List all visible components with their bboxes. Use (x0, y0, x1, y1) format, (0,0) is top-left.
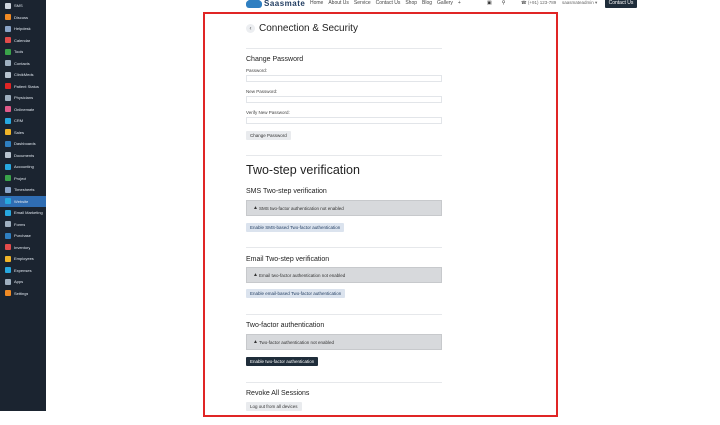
email-alert-text: Email two-factor authentication not enabled (258, 272, 346, 278)
sidebar-item-label: Apps (14, 279, 24, 285)
phone-number[interactable]: ☎ (+91) 123-789 (521, 0, 557, 5)
tfa-alert (246, 334, 442, 350)
verify-password-input[interactable] (246, 117, 442, 124)
password-label: Password: (246, 68, 268, 73)
sidebar-item-contacts[interactable] (0, 58, 46, 70)
logout-all-button[interactable]: Log out from all devices (246, 402, 302, 411)
new-password-label: New Password: (246, 89, 278, 94)
sidebar-item-label: Forms (14, 221, 26, 227)
app-icon (5, 267, 11, 273)
app-icon (5, 244, 11, 250)
nav-icons (487, 0, 505, 6)
revoke-heading: Revoke All Sessions (246, 390, 310, 397)
nav-link[interactable]: About Us (328, 0, 349, 6)
sidebar-item-label: Contacts (14, 60, 30, 66)
warning-icon: ▲ (253, 205, 258, 211)
sidebar-item-tools[interactable] (0, 46, 46, 58)
sidebar-item-clinikmeds[interactable] (0, 69, 46, 81)
sidebar-item-label: Onlinemate (14, 106, 35, 112)
sidebar-item-project[interactable] (0, 173, 46, 185)
warning-icon: ▲ (253, 339, 258, 345)
search-icon[interactable]: ⚲ (501, 0, 506, 6)
sidebar-item-label: Settings (14, 290, 29, 296)
sidebar-item-label: Calendar (14, 37, 31, 43)
sidebar-item-accounting[interactable] (0, 161, 46, 173)
user-menu[interactable]: saasmateadmin ▾ (562, 0, 598, 5)
app-icon (5, 72, 11, 78)
app-icon (5, 3, 11, 9)
top-navbar (200, 0, 720, 10)
verify-password-label: Verify New Password: (246, 110, 290, 115)
warning-icon: ▲ (253, 272, 258, 278)
sidebar-item-label: Helpdesk (14, 26, 31, 32)
app-icon (5, 14, 11, 20)
sidebar-item-label: Sales (14, 129, 25, 135)
sidebar-item-label: Email Marketing (14, 210, 43, 216)
nav-link[interactable]: Contact Us (375, 0, 401, 6)
sidebar-item-timesheets[interactable] (0, 184, 46, 196)
nav-link[interactable]: + (457, 0, 461, 6)
sidebar-item-crm[interactable] (0, 115, 46, 127)
sidebar-item-sales[interactable] (0, 127, 46, 139)
divider (246, 48, 442, 49)
app-icon (5, 198, 11, 204)
sidebar-item-inventory[interactable] (0, 242, 46, 254)
sidebar-item-email-marketing[interactable] (0, 207, 46, 219)
sidebar-item-website[interactable] (0, 196, 46, 208)
sidebar-item-label: CRM (14, 118, 24, 124)
nav-link[interactable]: Service (353, 0, 371, 6)
app-icon (5, 37, 11, 43)
divider (246, 314, 442, 315)
sidebar-item-forms[interactable] (0, 219, 46, 231)
sidebar-item-apps[interactable] (0, 276, 46, 288)
sidebar-item-label: Employees (14, 256, 34, 262)
tfa-alert-text: Two-factor authentication not enabled (258, 339, 335, 345)
app-icon (5, 141, 11, 147)
app-icon (5, 129, 11, 135)
app-icon (5, 221, 11, 227)
nav-link[interactable]: Gallery (437, 0, 453, 6)
sidebar-item-dashboards[interactable] (0, 138, 46, 150)
enable-tfa-button[interactable]: Enable two-factor authentication (246, 357, 318, 366)
app-icon (5, 49, 11, 55)
sidebar-item-label: Project (14, 175, 27, 181)
sidebar-item-label: Dashboards (14, 141, 36, 147)
sms-alert (246, 200, 442, 216)
nav-link[interactable]: Home (310, 0, 324, 6)
sidebar-item-label: Discuss (14, 14, 29, 20)
sidebar-item-documents[interactable] (0, 150, 46, 162)
app-icon (5, 233, 11, 239)
cart-icon[interactable]: ▣ (487, 0, 492, 6)
sidebar-item-settings[interactable] (0, 288, 46, 300)
app-icon (5, 106, 11, 112)
sidebar-item-discuss[interactable] (0, 12, 46, 24)
sidebar-item-calendar[interactable] (0, 35, 46, 47)
enable-sms-button[interactable]: Enable SMS-based Two-factor authentication (246, 223, 344, 232)
back-button[interactable] (246, 24, 255, 33)
sidebar-item-label: Documents (14, 152, 35, 158)
phone-text: (+91) 123-789 (527, 0, 557, 5)
change-password-heading: Change Password (246, 56, 304, 63)
tfa-heading: Two-factor authentication (246, 322, 325, 329)
sidebar (0, 0, 46, 411)
page-header (246, 23, 358, 34)
new-password-input[interactable] (246, 96, 442, 103)
sidebar-item-helpdesk[interactable] (0, 23, 46, 35)
sidebar-item-label: Inventory (14, 244, 31, 250)
divider (246, 155, 442, 156)
sidebar-item-onlinemate[interactable] (0, 104, 46, 116)
app-icon (5, 210, 11, 216)
logo[interactable] (246, 0, 305, 8)
app-icon (5, 95, 11, 101)
nav-links (310, 0, 461, 6)
divider (246, 247, 442, 248)
page-title: Connection & Security (259, 23, 358, 34)
app-icon (5, 164, 11, 170)
app-icon (5, 83, 11, 89)
sidebar-item-purchase[interactable] (0, 230, 46, 242)
contact-us-button[interactable]: Contact Us (605, 0, 637, 8)
change-password-button[interactable]: Change Password (246, 131, 291, 140)
app-icon (5, 60, 11, 66)
sidebar-item-employees[interactable] (0, 253, 46, 265)
password-input[interactable] (246, 75, 442, 82)
app-icon (5, 187, 11, 193)
app-icon (5, 152, 11, 158)
logo-icon (246, 0, 262, 8)
nav-link[interactable]: Blog (422, 0, 433, 6)
email-alert (246, 267, 442, 283)
enable-email-button[interactable]: Enable email-based Two-factor authentication (246, 289, 345, 298)
sidebar-item-label: SMS (14, 3, 23, 9)
two-step-title: Two-step verification (246, 163, 360, 177)
app-icon (5, 118, 11, 124)
app-icon (5, 175, 11, 181)
app-icon (5, 279, 11, 285)
sidebar-item-label: Patient Status (14, 83, 39, 89)
sidebar-item-sms[interactable] (0, 0, 46, 12)
sms-heading: SMS Two-step verification (246, 188, 327, 195)
app-icon (5, 26, 11, 32)
sidebar-item-label: Purchase (14, 233, 31, 239)
sidebar-item-physicians[interactable] (0, 92, 46, 104)
sidebar-item-label: Expenses (14, 267, 32, 273)
sidebar-item-label: Physicians (14, 95, 34, 101)
logo-text: Saasmate (264, 0, 306, 8)
nav-link[interactable]: Shop (405, 0, 418, 6)
app-icon (5, 256, 11, 262)
email-heading: Email Two-step verification (246, 256, 330, 263)
sidebar-item-patient-status[interactable] (0, 81, 46, 93)
sidebar-item-label: Tools (14, 49, 24, 55)
app-icon (5, 290, 11, 296)
sidebar-item-expenses[interactable] (0, 265, 46, 277)
sidebar-item-label: ClinikMeds (14, 72, 34, 78)
chevron-left-icon: ‹ (249, 25, 252, 32)
divider (246, 382, 442, 383)
sidebar-item-label: Accounting (14, 164, 34, 170)
sidebar-item-label: Website (14, 198, 29, 204)
sms-alert-text: SMS two-factor authentication not enabled (258, 205, 344, 211)
sidebar-item-label: Timesheets (14, 187, 35, 193)
